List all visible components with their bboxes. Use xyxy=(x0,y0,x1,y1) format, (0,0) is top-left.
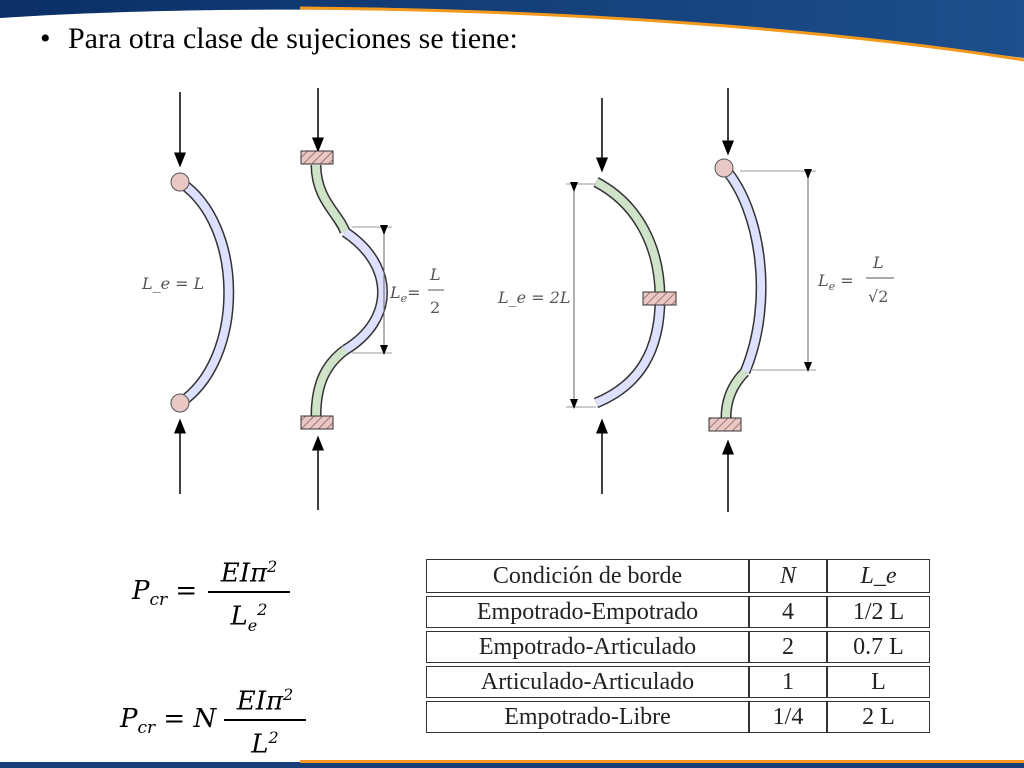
footer-band xyxy=(0,760,1024,768)
cell-condition: Empotrado-Libre xyxy=(426,701,749,733)
bullet-text: Para otra clase de sujeciones se tiene: xyxy=(68,22,518,55)
cell-n: 2 xyxy=(749,631,827,663)
formula-fraction: EIπ$^2$ $L^2$ xyxy=(224,680,306,759)
formula-critical-load-le xyxy=(132,552,292,635)
cell-le: 2 L xyxy=(827,701,930,733)
table-header-row xyxy=(426,559,930,593)
header-condition: Condición de borde xyxy=(426,559,749,593)
cell-n: 4 xyxy=(749,596,827,628)
label-le-half-num: L xyxy=(430,265,441,284)
table-row xyxy=(426,631,930,663)
fixed-support-mid-icon xyxy=(643,292,676,305)
bullet-heading xyxy=(40,22,518,56)
formula-fraction: EIπ$^2$ $L_e^2$ xyxy=(208,552,290,641)
cell-condition: Articulado-Articulado xyxy=(426,666,749,698)
formula-lhs: $P_{cr}$ = xyxy=(132,576,198,611)
cell-condition: Empotrado-Articulado xyxy=(426,631,749,663)
table-row xyxy=(426,666,930,698)
boundary-conditions-table xyxy=(426,556,930,736)
label-le-root-den: √2 xyxy=(868,287,889,306)
beam-blue xyxy=(345,232,383,350)
bullet-icon: • xyxy=(40,22,51,55)
column-fixed-free-equivalent xyxy=(566,98,676,494)
header-le: L_e xyxy=(827,559,930,593)
pin-top-icon xyxy=(715,159,733,177)
fixed-support-bottom-icon xyxy=(709,418,741,431)
label-le-l: L_e = L xyxy=(142,274,205,293)
cell-n: 1 xyxy=(749,666,827,698)
pin-bottom-icon xyxy=(171,394,189,412)
cell-le: 1/2 L xyxy=(827,596,930,628)
pin-top-icon xyxy=(171,173,189,191)
label-le-2l: L_e = 2L xyxy=(498,288,571,307)
label-le-half-den: 2 xyxy=(430,298,441,317)
cell-condition: Empotrado-Empotrado xyxy=(426,596,749,628)
fixed-support-bottom-icon xyxy=(301,416,333,429)
label-le-half-prefix: $L_e=$ xyxy=(390,283,421,305)
column-fixed-fixed xyxy=(301,88,392,510)
beam-blue xyxy=(596,298,660,403)
cell-le: L xyxy=(827,666,930,698)
formula-lhs: $P_{cr} = N$ xyxy=(120,704,217,739)
column-fixed-pinned xyxy=(709,88,816,512)
cell-le: 0.7 L xyxy=(827,631,930,663)
label-le-root-num: L xyxy=(873,253,884,272)
label-le-root-prefix: $L_e$ = xyxy=(818,271,854,293)
cell-n: 1/4 xyxy=(749,701,827,733)
table-row xyxy=(426,701,930,733)
column-pinned-pinned xyxy=(171,92,229,494)
table-row xyxy=(426,596,930,628)
header-n: N xyxy=(749,559,827,593)
fixed-support-top-icon xyxy=(301,151,333,164)
formula-critical-load-n xyxy=(120,680,310,760)
